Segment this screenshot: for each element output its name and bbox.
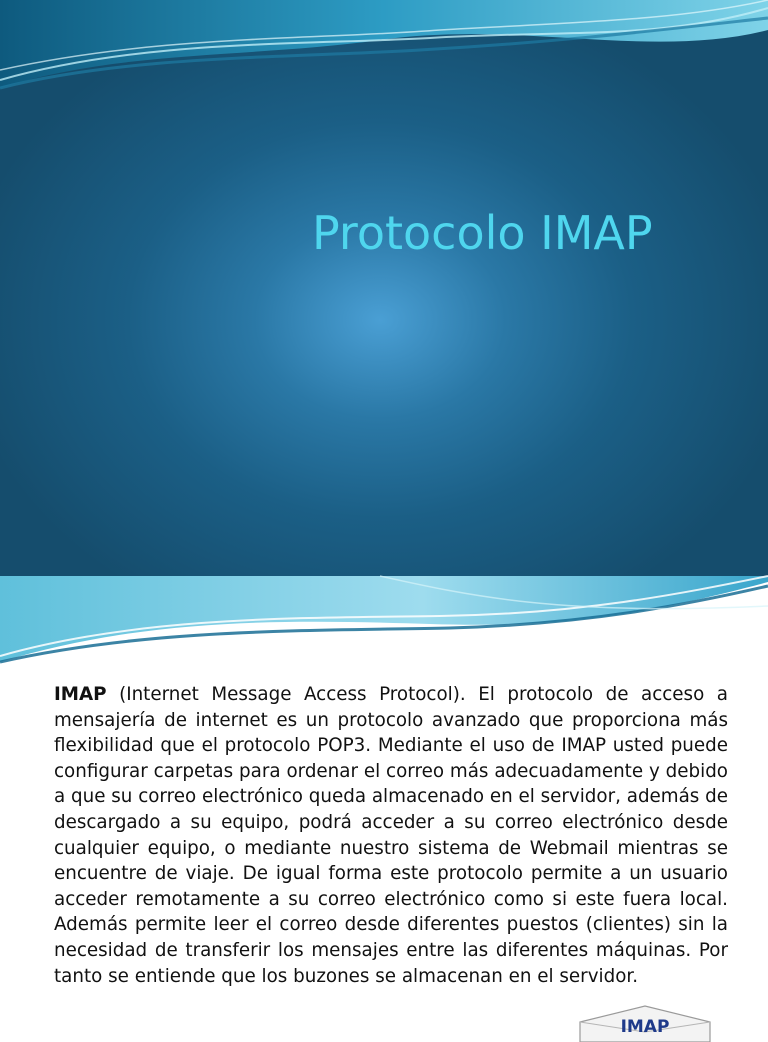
content-slide	[0, 576, 768, 1037]
header-wave-decoration	[0, 0, 768, 100]
paragraph-text: (Internet Message Access Protocol). El protocolo de acceso a mensajería de internet es un protocolo avanzado que proporciona más flexibilidad que el protocolo POP3. Mediante el uso de IMAP usted puede configurar carpetas para ordenar el correo más adecuadamente y debido a que su correo electrónico queda almacenado en el servidor, además de descargado a su equipo, podrá acceder a su correo electrónico desde cualquier equipo, o mediante nuestro sistema de Webmail mientras se encuentre de viaje. De igual forma este protocolo permite a un usuario acceder remotamente a su correo electrónico como si este fuera local. Además permite leer el correo desde diferentes puestos (clientes) sin la necesidad de transferir los mensajes entre las diferentes máquinas. Por tanto se entiende que los buzones se almacenan en el servidor.	[54, 684, 728, 987]
header-wave-decoration	[0, 576, 768, 666]
logo-text: IMAP	[620, 1017, 670, 1037]
slide-title: Protocolo IMAP	[312, 206, 653, 260]
imap-term: IMAP	[54, 684, 107, 705]
body-paragraph	[54, 682, 728, 989]
imap-envelope-logo	[570, 1002, 720, 1042]
